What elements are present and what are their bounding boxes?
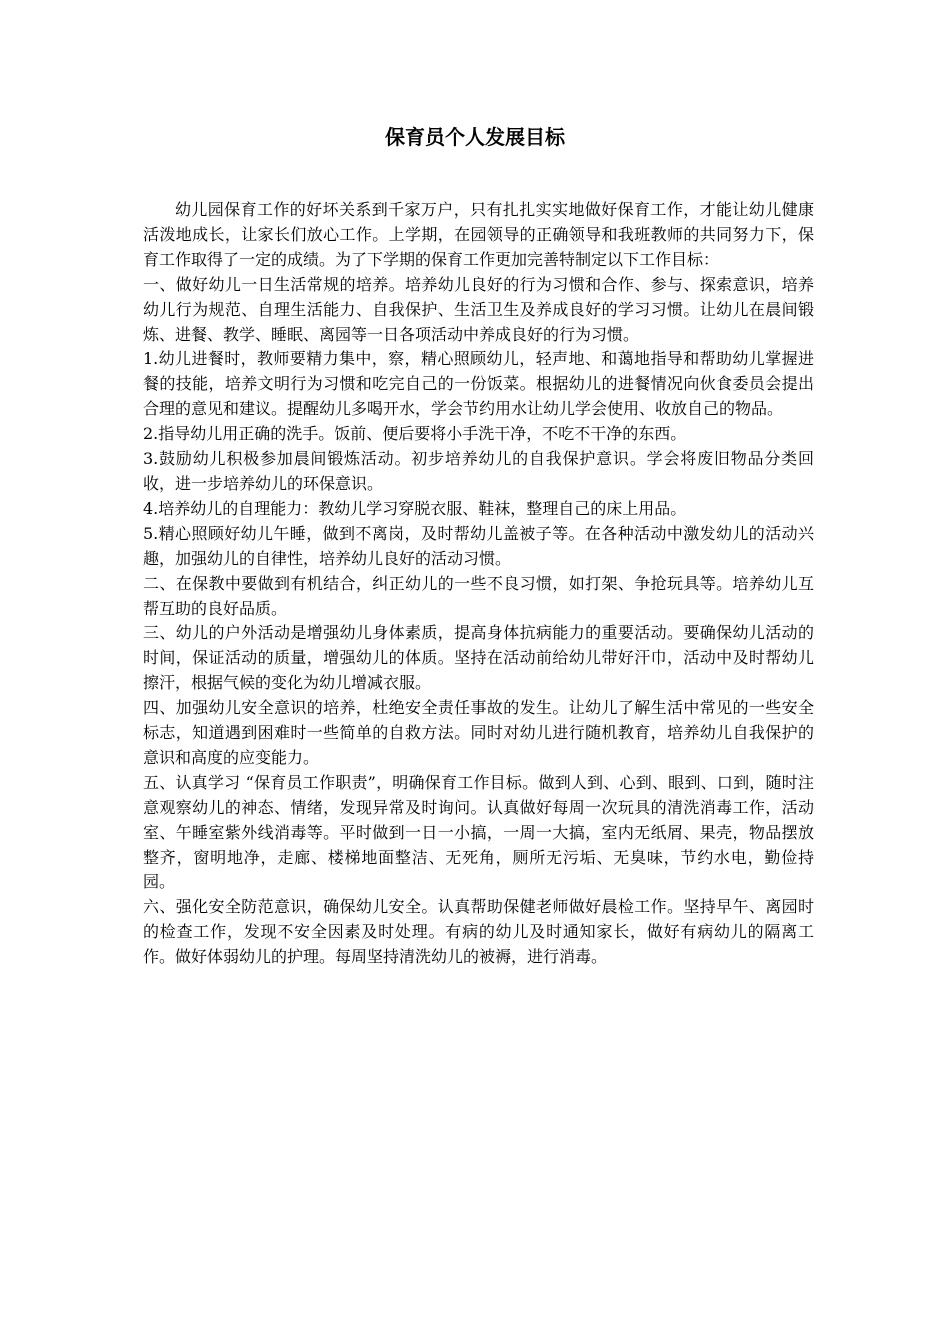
section-1-paragraph: 一、做好幼儿一日生活常规的培养。培养幼儿良好的行为习惯和合作、参与、探索意识，培养幼儿行为规范、自理生活能力、自我保护、生活卫生及养成良好的学习习惯。让幼儿在晨间锻炼、进餐、教学、睡眠、离园等一日各项活动中养成良好的行为习惯。 [143, 274, 814, 344]
item-3-paragraph: 3.鼓励幼儿积极参加晨间锻炼活动。初步培养幼儿的自我保护意识。学会将废旧物品分类回收，进一步培养幼儿的环保意识。 [143, 449, 814, 493]
section-3-paragraph: 三、幼儿的户外活动是增强幼儿身体素质，提高身体抗病能力的重要活动。要确保幼儿活动的时间，保证活动的质量，增强幼儿的体质。坚持在活动前给幼儿带好汗巾，活动中及时帮幼儿擦汗，根据气候的变化为幼儿增减衣服。 [143, 623, 814, 693]
item-4-paragraph: 4.培养幼儿的自理能力：教幼儿学习穿脱衣服、鞋袜，整理自己的床上用品。 [143, 498, 687, 518]
section-4-paragraph: 四、加强幼儿安全意识的培养，杜绝安全责任事故的发生。让幼儿了解生活中常见的一些安全标志，知道遇到困难时一些简单的自救方法。同时对幼儿进行随机教育，培养幼儿自我保护的意识和高度的应变能力。 [143, 698, 814, 767]
document-body [143, 198, 814, 970]
section-5-paragraph: 五、认真学习 “保育员工作职责”，明确保育工作目标。做到人到、心到、眼到、口到，随时注意观察幼儿的神态、情绪，发现异常及时询问。认真做好每周一次玩具的清洗消毒工作，活动室、午睡室紫外线消毒等。平时做到一日一小搞，一周一大搞，室内无纸屑、果壳，物品摆放整齐，窗明地净，走廊、楼梯地面整洁、无死角，厕所无污垢、无臭味，节约水电，勤俭持园。 [143, 772, 814, 892]
item-5-paragraph: 5.精心照顾好幼儿午睡，做到不离岗，及时帮幼儿盖被子等。在各种活动中激发幼儿的活动兴趣，加强幼儿的自律性，培养幼儿良好的活动习惯。 [143, 523, 814, 568]
item-1-paragraph: 1.幼儿进餐时，教师要精力集中，察，精心照顾幼儿，轻声地、和蔼地指导和帮助幼儿掌握进餐的技能，培养文明行为习惯和吃完自己的一份饭菜。根据幼儿的进餐情况向伙食委员会提出合理的意见和建议。提醒幼儿多喝开水，学会节约用水让幼儿学会使用、收放自己的物品。 [143, 349, 814, 419]
document-title: 保育员个人发展目标 [385, 125, 565, 149]
item-2-paragraph: 2.指导幼儿用正确的洗手。饭前、便后要将小手洗干净，不吃不干净的东西。 [143, 424, 687, 444]
section-6-paragraph: 六、强化安全防范意识，确保幼儿安全。认真帮助保健老师做好晨检工作。坚持早午、离园时的检查工作，发现不安全因素及时处理。有病的幼儿及时通知家长，做好有病幼儿的隔离工作。做好体弱幼儿的护理。每周坚持清洗幼儿的被褥，进行消毒。 [143, 897, 814, 967]
section-2-paragraph: 二、在保教中要做到有机结合，纠正幼儿的一些不良习惯，如打架、争抢玩具等。培养幼儿互帮互助的良好品质。 [143, 573, 814, 618]
intro-paragraph: 幼儿园保育工作的好坏关系到千家万户，只有扎扎实实地做好保育工作，才能让幼儿健康活泼地成长，让家长们放心工作。上学期，在园领导的正确领导和我班教师的共同努力下，保育工作取得了一定的成绩。为了下学期的保育工作更加完善特制定以下工作目标： [143, 200, 814, 269]
